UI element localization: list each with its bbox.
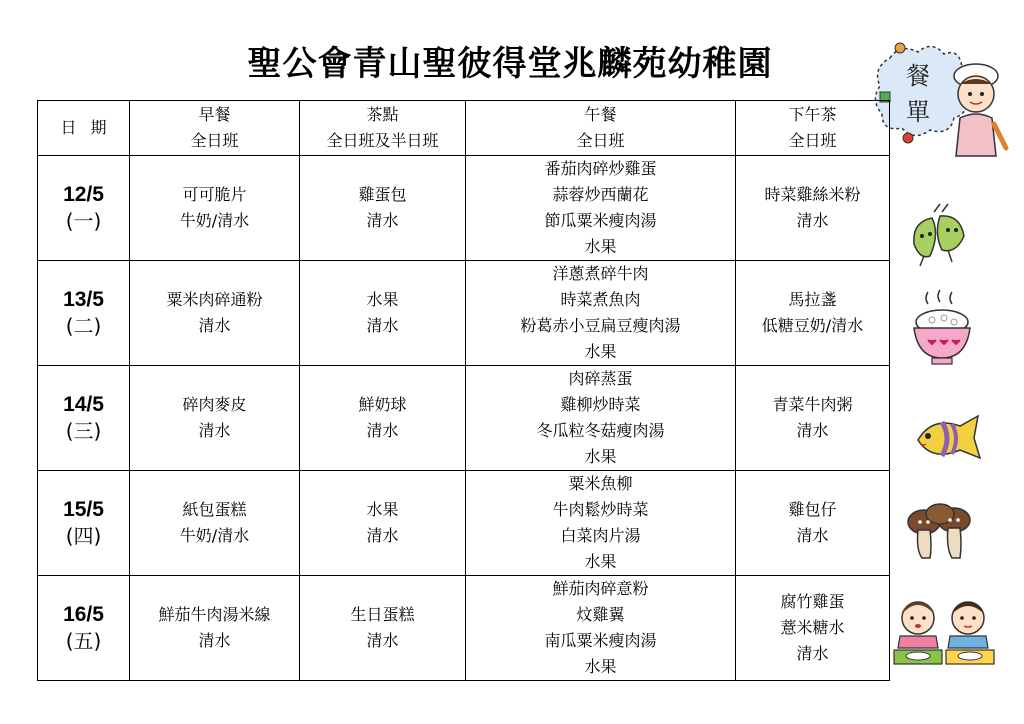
header-date: 日期 — [38, 101, 130, 156]
afternoon-cell: 雞包仔 清水 — [736, 471, 890, 576]
date-cell: 15/5 (四) — [38, 471, 130, 576]
breakfast-cell: 粟米肉碎通粉 清水 — [130, 261, 300, 366]
date-cell: 14/5 (三) — [38, 366, 130, 471]
tea-cell: 水果 清水 — [300, 471, 466, 576]
table-row — [38, 576, 890, 681]
tea-cell: 水果 清水 — [300, 261, 466, 366]
header-tea-class: 全日班及半日班 — [326, 131, 439, 150]
page-title: 聖公會青山聖彼得堂兆麟苑幼稚園 — [247, 44, 773, 84]
badge-char-2: 單 — [906, 98, 930, 126]
afternoon-cell: 腐竹雞蛋 薏米糖水 清水 — [736, 576, 890, 681]
header-breakfast — [130, 101, 300, 156]
afternoon-cell: 時菜雞絲米粉 清水 — [736, 156, 890, 261]
breakfast-cell: 紙包蛋糕 牛奶/清水 — [130, 471, 300, 576]
header-tea — [300, 101, 466, 156]
header-afternoon-title: 下午茶 — [788, 105, 837, 124]
header-lunch-title: 午餐 — [584, 105, 617, 124]
rice-bowl-icon — [910, 288, 974, 366]
menu-table — [37, 100, 890, 681]
afternoon-cell: 青菜牛肉粥 清水 — [736, 366, 890, 471]
header-lunch-class: 全日班 — [576, 131, 625, 150]
table-row — [38, 471, 890, 576]
date-cell: 12/5 (一) — [38, 156, 130, 261]
header-afternoon — [736, 101, 890, 156]
fish-icon — [912, 410, 984, 466]
breakfast-cell: 可可脆片 牛奶/清水 — [130, 156, 300, 261]
lunch-cell: 鮮茄肉碎意粉 炆雞翼 南瓜粟米瘦肉湯 水果 — [466, 576, 736, 681]
header-breakfast-title: 早餐 — [198, 105, 231, 124]
table-header-row — [38, 101, 890, 156]
header-afternoon-class: 全日班 — [788, 131, 837, 150]
kids-eating-icon — [890, 596, 1000, 668]
lunch-cell: 番茄肉碎炒雞蛋 蒜蓉炒西蘭花 節瓜粟米瘦肉湯 水果 — [466, 156, 736, 261]
date-cell: 16/5 (五) — [38, 576, 130, 681]
date-cell: 13/5 (二) — [38, 261, 130, 366]
lunch-cell: 粟米魚柳 牛肉鬆炒時菜 白菜肉片湯 水果 — [466, 471, 736, 576]
breakfast-cell: 碎肉麥皮 清水 — [130, 366, 300, 471]
header-breakfast-class: 全日班 — [190, 131, 239, 150]
header-tea-title: 茶點 — [366, 105, 399, 124]
lunch-cell: 肉碎蒸蛋 雞柳炒時菜 冬瓜粒冬菇瘦肉湯 水果 — [466, 366, 736, 471]
badge-char-1: 餐 — [906, 62, 930, 90]
chef-girl-icon — [870, 38, 1010, 158]
table-row — [38, 156, 890, 261]
mushrooms-icon — [904, 500, 974, 562]
header-lunch — [466, 101, 736, 156]
tea-cell: 雞蛋包 清水 — [300, 156, 466, 261]
table-row — [38, 261, 890, 366]
table-row — [38, 366, 890, 471]
lunch-cell: 洋蔥煮碎牛肉 時菜煮魚肉 粉葛赤小豆扁豆瘦肉湯 水果 — [466, 261, 736, 366]
tea-cell: 鮮奶球 清水 — [300, 366, 466, 471]
peas-icon — [904, 200, 974, 270]
afternoon-cell: 馬拉盞 低糖豆奶/清水 — [736, 261, 890, 366]
breakfast-cell: 鮮茄牛肉湯米線 清水 — [130, 576, 300, 681]
tea-cell: 生日蛋糕 清水 — [300, 576, 466, 681]
